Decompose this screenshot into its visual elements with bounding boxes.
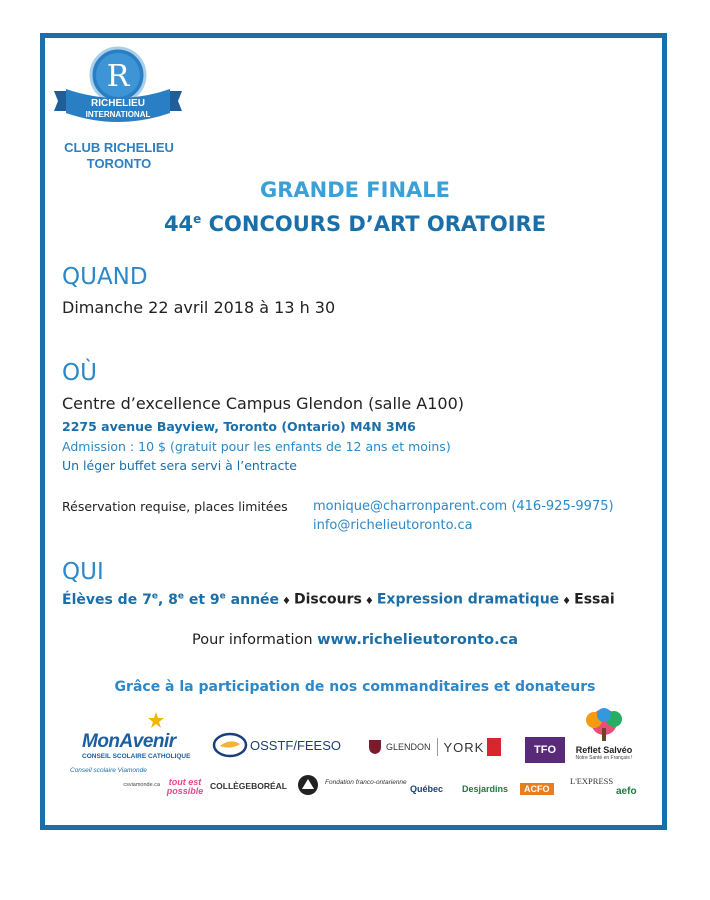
thanks-line: Grâce à la participation de nos commanditaires et donateurs: [114, 679, 596, 695]
club-name: CLUB RICHELIEU TORONTO: [64, 140, 174, 171]
diamond-icon: ♦: [282, 595, 291, 607]
info-line: Pour information www.richelieutoronto.ca: [191, 632, 518, 648]
ou-heading: OÙ: [62, 360, 97, 386]
sponsor-osstf: OSSTF/FEESO: [212, 732, 341, 758]
title-line2: 44e CONCOURS D’ART ORATOIRE: [163, 212, 547, 236]
sponsor-desjardins: Desjardins: [462, 784, 509, 794]
sponsor-acfo: ACFO: [520, 783, 554, 795]
contact-email-1[interactable]: monique@charronparent.com (416-925-9975): [313, 499, 614, 514]
richelieu-logo: [48, 45, 188, 130]
admission-text: Admission : 10 $ (gratuit pour les enfants de 12 ans et moins): [62, 439, 451, 454]
logo-letter: R: [106, 59, 130, 94]
contact-email-2[interactable]: info@richelieutoronto.ca: [313, 518, 473, 533]
address-text: 2275 avenue Bayview, Toronto (Ontario) M4N 3M6: [62, 419, 416, 434]
sponsor-glendon: GLENDON YORK: [368, 738, 501, 756]
buffet-text: Un léger buffet sera servi à l’entracte: [62, 458, 297, 473]
reservation-label: Réservation requise, places limitées: [62, 499, 288, 514]
richelieu-logo-graphic: [48, 45, 188, 130]
sponsor-fondation: Fondation franco-ontarienne: [325, 779, 407, 786]
sponsor-monavenir: MonAvenir CONSEIL SCOLAIRE CATHOLIQUE: [82, 731, 191, 760]
sponsor-reflet: Reflet Salvéo Notre Santé en Français !: [569, 708, 639, 761]
sponsor-boreal: COLLÈGEBORÉAL: [210, 781, 287, 791]
quand-text: Dimanche 22 avril 2018 à 13 h 30: [62, 298, 336, 317]
sponsor-viamonde: Conseil scolaire Viamonde csviamonde.ca: [70, 767, 160, 788]
boreal-mark-icon: [297, 774, 319, 796]
svg-text:INTERNATIONAL: INTERNATIONAL: [85, 110, 151, 119]
star-icon: [148, 712, 164, 728]
qui-heading: QUI: [62, 559, 104, 585]
quand-heading: QUAND: [62, 264, 148, 290]
sponsor-express: L'EXPRESS: [570, 776, 614, 786]
diamond-icon: ♦: [562, 595, 572, 607]
title-line1: GRANDE FINALE: [259, 178, 451, 202]
sponsor-quebec: Québec: [410, 784, 444, 794]
website-link[interactable]: www.richelieutoronto.ca: [317, 632, 518, 648]
venue-text: Centre d’excellence Campus Glendon (salle A100): [62, 394, 465, 413]
svg-text:RICHELIEU: RICHELIEU: [91, 98, 145, 109]
qui-line: Élèves de 7e, 8e et 9e année ♦ Discours ♦ Expression dramatique ♦ Essai: [62, 591, 615, 608]
sponsor-toutest: tout est possible: [166, 777, 204, 796]
sponsor-aefo: aefo: [616, 786, 637, 797]
osstf-logo-icon: [212, 732, 248, 758]
shield-icon: [368, 739, 382, 755]
sponsor-tfo: TFO: [525, 737, 565, 763]
diamond-icon: ♦: [364, 595, 374, 607]
york-u-icon: [487, 738, 501, 756]
tree-icon: [579, 708, 629, 742]
